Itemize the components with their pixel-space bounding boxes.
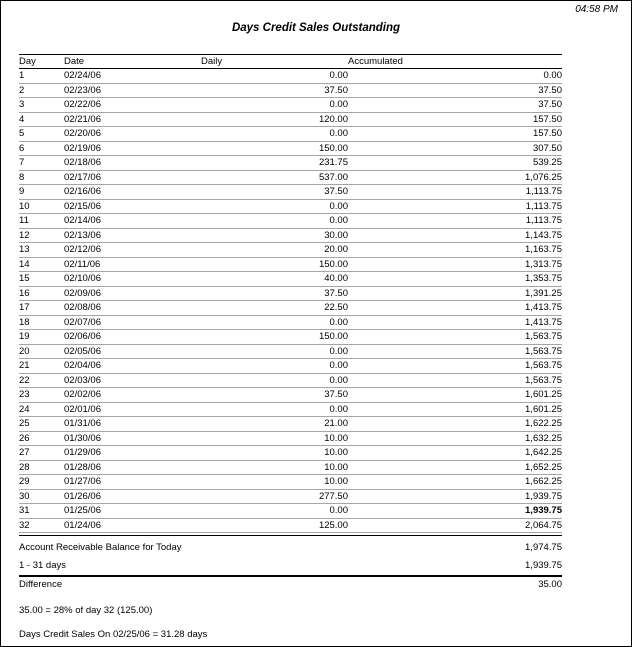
table-row bbox=[19, 388, 562, 403]
table-row bbox=[19, 286, 562, 301]
cell-day: 20 bbox=[19, 344, 64, 359]
table-body bbox=[19, 69, 562, 533]
cell-daily: 0.00 bbox=[201, 69, 348, 84]
cell-day: 18 bbox=[19, 315, 64, 330]
cell-day: 25 bbox=[19, 417, 64, 432]
summary-value-1-31-days: 1,939.75 bbox=[525, 559, 562, 571]
cell-daily: 37.50 bbox=[201, 388, 348, 403]
cell-accumulated: 1,642.25 bbox=[348, 446, 562, 461]
cell-day: 14 bbox=[19, 257, 64, 272]
cell-day: 2 bbox=[19, 83, 64, 98]
cell-accumulated: 1,391.25 bbox=[348, 286, 562, 301]
table-row bbox=[19, 83, 562, 98]
summary-value-difference: 35.00 bbox=[538, 579, 562, 590]
cell-daily: 37.50 bbox=[201, 83, 348, 98]
table-row bbox=[19, 359, 562, 374]
cell-day: 1 bbox=[19, 69, 64, 84]
cell-date: 02/17/06 bbox=[64, 170, 201, 185]
cell-daily: 537.00 bbox=[201, 170, 348, 185]
cell-date: 02/05/06 bbox=[64, 344, 201, 359]
cell-day: 12 bbox=[19, 228, 64, 243]
cell-accumulated: 1,563.75 bbox=[348, 330, 562, 345]
cell-day: 28 bbox=[19, 460, 64, 475]
cell-daily: 22.50 bbox=[201, 301, 348, 316]
cell-day: 27 bbox=[19, 446, 64, 461]
column-header-accumulated: Accumulated bbox=[348, 55, 562, 69]
cell-date: 01/25/06 bbox=[64, 504, 201, 519]
cell-day: 7 bbox=[19, 156, 64, 171]
cell-daily: 40.00 bbox=[201, 272, 348, 287]
cell-accumulated: 1,601.25 bbox=[348, 402, 562, 417]
dcso-table bbox=[19, 54, 562, 533]
cell-day: 13 bbox=[19, 243, 64, 258]
cell-day: 32 bbox=[19, 518, 64, 533]
cell-date: 02/24/06 bbox=[64, 69, 201, 84]
cell-daily: 0.00 bbox=[201, 98, 348, 113]
summary-section bbox=[19, 535, 562, 592]
cell-daily: 37.50 bbox=[201, 185, 348, 200]
table-row bbox=[19, 156, 562, 171]
cell-day: 8 bbox=[19, 170, 64, 185]
cell-daily: 0.00 bbox=[201, 402, 348, 417]
cell-day: 10 bbox=[19, 199, 64, 214]
cell-daily: 277.50 bbox=[201, 489, 348, 504]
cell-day: 3 bbox=[19, 98, 64, 113]
cell-daily: 0.00 bbox=[201, 504, 348, 519]
table-row bbox=[19, 228, 562, 243]
table-row bbox=[19, 344, 562, 359]
table-header-row bbox=[19, 55, 562, 69]
cell-day: 9 bbox=[19, 185, 64, 200]
footnotes-section bbox=[19, 605, 631, 640]
table-row bbox=[19, 315, 562, 330]
cell-date: 02/08/06 bbox=[64, 301, 201, 316]
table-row bbox=[19, 199, 562, 214]
cell-day: 4 bbox=[19, 112, 64, 127]
table-row bbox=[19, 141, 562, 156]
cell-date: 02/15/06 bbox=[64, 199, 201, 214]
cell-daily: 10.00 bbox=[201, 431, 348, 446]
cell-date: 01/26/06 bbox=[64, 489, 201, 504]
table-row bbox=[19, 417, 562, 432]
cell-date: 02/03/06 bbox=[64, 373, 201, 388]
summary-row-difference bbox=[19, 575, 562, 592]
report-time: 04:58 PM bbox=[575, 4, 618, 15]
cell-daily: 150.00 bbox=[201, 141, 348, 156]
cell-daily: 20.00 bbox=[201, 243, 348, 258]
cell-daily: 10.00 bbox=[201, 460, 348, 475]
cell-accumulated: 2,064.75 bbox=[348, 518, 562, 533]
cell-date: 01/28/06 bbox=[64, 460, 201, 475]
cell-daily: 0.00 bbox=[201, 359, 348, 374]
cell-accumulated: 1,939.75 bbox=[348, 489, 562, 504]
cell-accumulated: 1,113.75 bbox=[348, 199, 562, 214]
cell-day: 15 bbox=[19, 272, 64, 287]
cell-date: 01/24/06 bbox=[64, 518, 201, 533]
cell-date: 01/30/06 bbox=[64, 431, 201, 446]
table-row bbox=[19, 257, 562, 272]
table-row bbox=[19, 243, 562, 258]
table-row bbox=[19, 170, 562, 185]
table-row bbox=[19, 98, 562, 113]
cell-date: 01/29/06 bbox=[64, 446, 201, 461]
cell-day: 24 bbox=[19, 402, 64, 417]
table-row bbox=[19, 127, 562, 142]
footnote-percentage: 35.00 = 28% of day 32 (125.00) bbox=[19, 605, 153, 616]
cell-day: 17 bbox=[19, 301, 64, 316]
table-row bbox=[19, 373, 562, 388]
cell-accumulated: 157.50 bbox=[348, 127, 562, 142]
cell-accumulated: 157.50 bbox=[348, 112, 562, 127]
table-row bbox=[19, 446, 562, 461]
cell-date: 01/31/06 bbox=[64, 417, 201, 432]
cell-date: 02/21/06 bbox=[64, 112, 201, 127]
cell-accumulated: 1,563.75 bbox=[348, 359, 562, 374]
table-row bbox=[19, 272, 562, 287]
cell-accumulated: 37.50 bbox=[348, 83, 562, 98]
cell-day: 31 bbox=[19, 504, 64, 519]
cell-daily: 0.00 bbox=[201, 315, 348, 330]
cell-date: 02/20/06 bbox=[64, 127, 201, 142]
cell-daily: 150.00 bbox=[201, 330, 348, 345]
cell-date: 02/19/06 bbox=[64, 141, 201, 156]
cell-day: 30 bbox=[19, 489, 64, 504]
cell-date: 02/16/06 bbox=[64, 185, 201, 200]
cell-day: 26 bbox=[19, 431, 64, 446]
cell-date: 02/04/06 bbox=[64, 359, 201, 374]
cell-day: 5 bbox=[19, 127, 64, 142]
cell-accumulated: 0.00 bbox=[348, 69, 562, 84]
page-title: Days Credit Sales Outstanding bbox=[231, 22, 401, 34]
cell-daily: 150.00 bbox=[201, 257, 348, 272]
cell-date: 02/01/06 bbox=[64, 402, 201, 417]
summary-row-1-31-days bbox=[19, 556, 562, 574]
cell-accumulated: 1,662.25 bbox=[348, 475, 562, 490]
cell-daily: 21.00 bbox=[201, 417, 348, 432]
cell-daily: 37.50 bbox=[201, 286, 348, 301]
cell-accumulated: 1,632.25 bbox=[348, 431, 562, 446]
cell-accumulated: 307.50 bbox=[348, 141, 562, 156]
cell-daily: 0.00 bbox=[201, 214, 348, 229]
cell-accumulated: 1,313.75 bbox=[348, 257, 562, 272]
cell-daily: 0.00 bbox=[201, 373, 348, 388]
cell-date: 02/11/06 bbox=[64, 257, 201, 272]
cell-daily: 10.00 bbox=[201, 446, 348, 461]
cell-accumulated: 1,413.75 bbox=[348, 301, 562, 316]
summary-label-difference: Difference bbox=[19, 579, 63, 590]
cell-accumulated: 1,622.25 bbox=[348, 417, 562, 432]
table-row bbox=[19, 214, 562, 229]
cell-date: 02/02/06 bbox=[64, 388, 201, 403]
footnote-days-credit-sales: Days Credit Sales On 02/25/06 = 31.28 days bbox=[19, 629, 208, 640]
summary-main-block bbox=[19, 535, 562, 574]
table-row bbox=[19, 112, 562, 127]
cell-date: 02/06/06 bbox=[64, 330, 201, 345]
cell-accumulated: 1,563.75 bbox=[348, 373, 562, 388]
cell-accumulated: 1,163.75 bbox=[348, 243, 562, 258]
cell-accumulated: 1,143.75 bbox=[348, 228, 562, 243]
cell-date: 02/10/06 bbox=[64, 272, 201, 287]
cell-accumulated: 539.25 bbox=[348, 156, 562, 171]
cell-date: 02/07/06 bbox=[64, 315, 201, 330]
cell-date: 01/27/06 bbox=[64, 475, 201, 490]
cell-day: 23 bbox=[19, 388, 64, 403]
summary-row-ar-balance bbox=[19, 538, 562, 556]
summary-label-ar-balance: Account Receivable Balance for Today bbox=[19, 541, 182, 553]
cell-daily: 0.00 bbox=[201, 344, 348, 359]
cell-day: 21 bbox=[19, 359, 64, 374]
cell-accumulated: 1,076.25 bbox=[348, 170, 562, 185]
cell-day: 22 bbox=[19, 373, 64, 388]
cell-accumulated: 1,652.25 bbox=[348, 460, 562, 475]
table-row bbox=[19, 301, 562, 316]
summary-value-ar-balance: 1,974.75 bbox=[525, 541, 562, 553]
cell-date: 02/09/06 bbox=[64, 286, 201, 301]
cell-day: 6 bbox=[19, 141, 64, 156]
table-row bbox=[19, 518, 562, 533]
column-header-day: Day bbox=[19, 55, 64, 69]
cell-day: 19 bbox=[19, 330, 64, 345]
cell-date: 02/18/06 bbox=[64, 156, 201, 171]
table-row bbox=[19, 69, 562, 84]
cell-accumulated: 1,113.75 bbox=[348, 185, 562, 200]
column-header-date: Date bbox=[64, 55, 201, 69]
table-row bbox=[19, 475, 562, 490]
cell-accumulated: 1,601.25 bbox=[348, 388, 562, 403]
cell-date: 02/13/06 bbox=[64, 228, 201, 243]
table-row bbox=[19, 330, 562, 345]
table-row bbox=[19, 431, 562, 446]
cell-day: 29 bbox=[19, 475, 64, 490]
cell-accumulated: 37.50 bbox=[348, 98, 562, 113]
cell-daily: 125.00 bbox=[201, 518, 348, 533]
table-row bbox=[19, 185, 562, 200]
cell-daily: 10.00 bbox=[201, 475, 348, 490]
cell-date: 02/14/06 bbox=[64, 214, 201, 229]
cell-date: 02/22/06 bbox=[64, 98, 201, 113]
cell-daily: 231.75 bbox=[201, 156, 348, 171]
cell-accumulated: 1,353.75 bbox=[348, 272, 562, 287]
cell-accumulated: 1,413.75 bbox=[348, 315, 562, 330]
table-row bbox=[19, 504, 562, 519]
cell-accumulated: 1,113.75 bbox=[348, 214, 562, 229]
cell-day: 16 bbox=[19, 286, 64, 301]
cell-daily: 0.00 bbox=[201, 127, 348, 142]
table-row bbox=[19, 402, 562, 417]
cell-date: 02/12/06 bbox=[64, 243, 201, 258]
cell-accumulated: 1,563.75 bbox=[348, 344, 562, 359]
table-row bbox=[19, 460, 562, 475]
cell-date: 02/23/06 bbox=[64, 83, 201, 98]
cell-daily: 30.00 bbox=[201, 228, 348, 243]
cell-accumulated: 1,939.75 bbox=[348, 504, 562, 519]
summary-label-1-31-days: 1 - 31 days bbox=[19, 559, 66, 571]
cell-daily: 120.00 bbox=[201, 112, 348, 127]
table-row bbox=[19, 489, 562, 504]
cell-daily: 0.00 bbox=[201, 199, 348, 214]
column-header-daily: Daily bbox=[201, 55, 348, 69]
cell-day: 11 bbox=[19, 214, 64, 229]
